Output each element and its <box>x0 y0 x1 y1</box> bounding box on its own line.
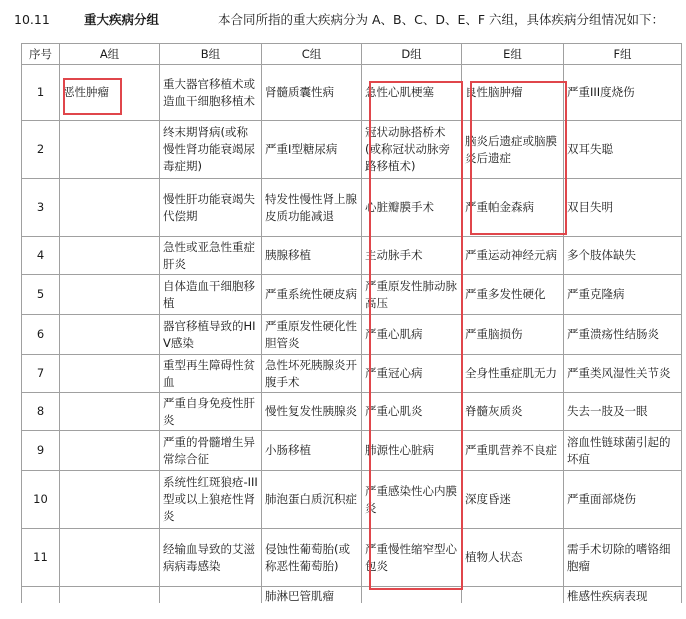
table-cell: 失去一肢及一眼 <box>564 393 682 431</box>
table-cell: 急性坏死胰腺炎开腹手术 <box>262 355 362 393</box>
table-cell: 严重脑损伤 <box>462 315 564 355</box>
table-cell: 严重系统性硬皮病 <box>262 275 362 315</box>
table-row <box>22 179 682 237</box>
section-title: 重大疾病分组 <box>84 12 160 27</box>
row-number-cell: 10 <box>22 471 60 529</box>
table-cell: 严重原发性肺动脉高压 <box>362 275 462 315</box>
table-cell: 脊髓灰质炎 <box>462 393 564 431</box>
table-cell: 溶血性链球菌引起的坏疽 <box>564 431 682 471</box>
table-cell: 终末期肾病(或称慢性肾功能衰竭尿毒症期) <box>160 121 262 179</box>
column-header: 序号 <box>22 44 60 65</box>
table-row <box>22 355 682 393</box>
table-cell: 胰腺移植 <box>262 237 362 275</box>
column-header: E组 <box>462 44 564 65</box>
table-row <box>22 529 682 587</box>
table-cell <box>60 275 160 315</box>
column-header: B组 <box>160 44 262 65</box>
table-row <box>22 431 682 471</box>
row-number-cell: 5 <box>22 275 60 315</box>
table-cell: 特发性慢性肾上腺皮质功能减退 <box>262 179 362 237</box>
table-cell: 小肠移植 <box>262 431 362 471</box>
row-number-cell: 1 <box>22 65 60 121</box>
table-cell: 心脏瓣膜手术 <box>362 179 462 237</box>
column-header: D组 <box>362 44 462 65</box>
table-cell: 良性脑肿瘤 <box>462 65 564 121</box>
table-cell: 严重的骨髓增生异常综合征 <box>160 431 262 471</box>
table-row <box>22 471 682 529</box>
table-cell: 严重肌营养不良症 <box>462 431 564 471</box>
row-number-cell: 11 <box>22 529 60 587</box>
table-cell: 双目失明 <box>564 179 682 237</box>
section-intro: 本合同所指的重大疾病分为 A、B、C、D、E、F 六组，具体疾病分组情况如下： <box>218 12 665 27</box>
row-number-cell: 4 <box>22 237 60 275</box>
column-header: C组 <box>262 44 362 65</box>
table-cell: 重型再生障碍性贫血 <box>160 355 262 393</box>
table-cell: 严重帕金森病 <box>462 179 564 237</box>
table-cell <box>60 529 160 587</box>
table-cell: 严重自身免疫性肝炎 <box>160 393 262 431</box>
table-cell: 肺泡蛋白质沉积症 <box>262 471 362 529</box>
table-cell <box>60 315 160 355</box>
table-cell: 冠状动脉搭桥术(或称冠状动脉旁路移植术) <box>362 121 462 179</box>
table-cell: 椎感性疾病表现 <box>564 587 682 607</box>
table-row <box>22 275 682 315</box>
row-number-cell: 8 <box>22 393 60 431</box>
table-cell: 严重I型糖尿病 <box>262 121 362 179</box>
table-cell: 严重多发性硬化 <box>462 275 564 315</box>
table-cell: 需手术切除的嗜铬细胞瘤 <box>564 529 682 587</box>
table-cell: 严重III度烧伤 <box>564 65 682 121</box>
row-number-cell: 6 <box>22 315 60 355</box>
table-cell: 多个肢体缺失 <box>564 237 682 275</box>
column-header: F组 <box>564 44 682 65</box>
table-cell: 全身性重症肌无力 <box>462 355 564 393</box>
table-cell: 严重心肌病 <box>362 315 462 355</box>
table-cell <box>60 355 160 393</box>
table-cell: 严重慢性缩窄型心包炎 <box>362 529 462 587</box>
table-cell: 系统性红斑狼疮-III型或以上狼疮性肾炎 <box>160 471 262 529</box>
table-cell: 主动脉手术 <box>362 237 462 275</box>
table-cell: 深度昏迷 <box>462 471 564 529</box>
table-cell: 自体造血干细胞移植 <box>160 275 262 315</box>
disease-group-table <box>21 43 682 607</box>
table-cell: 严重类风湿性关节炎 <box>564 355 682 393</box>
table-cell <box>60 431 160 471</box>
table-cell: 恶性肿瘤 <box>60 65 160 121</box>
table-cell: 肺源性心脏病 <box>362 431 462 471</box>
table-cell: 慢性复发性胰腺炎 <box>262 393 362 431</box>
table-cell: 慢性肝功能衰竭失代偿期 <box>160 179 262 237</box>
row-number-cell: 7 <box>22 355 60 393</box>
table-cell: 严重感染性心内膜炎 <box>362 471 462 529</box>
table-row <box>22 315 682 355</box>
table-cell: 严重心肌炎 <box>362 393 462 431</box>
table-row <box>22 65 682 121</box>
table-cell <box>60 237 160 275</box>
table-cell: 严重原发性硬化性胆管炎 <box>262 315 362 355</box>
row-number-cell: 9 <box>22 431 60 471</box>
table-cell: 双耳失聪 <box>564 121 682 179</box>
section-number: 10.11 <box>14 12 50 27</box>
table-cell <box>60 393 160 431</box>
column-header: A组 <box>60 44 160 65</box>
row-number-cell: 2 <box>22 121 60 179</box>
table-row <box>22 393 682 431</box>
table-cell: 急性心肌梗塞 <box>362 65 462 121</box>
table-cell: 严重冠心病 <box>362 355 462 393</box>
page-cutoff <box>0 603 686 619</box>
table-cell: 肺淋巴管肌瘤 <box>262 587 362 607</box>
table-cell: 急性或亚急性重症肝炎 <box>160 237 262 275</box>
table-cell: 严重克隆病 <box>564 275 682 315</box>
table-cell <box>60 471 160 529</box>
table-cell: 严重面部烧伤 <box>564 471 682 529</box>
table-cell <box>60 179 160 237</box>
table-cell <box>60 121 160 179</box>
table-row <box>22 237 682 275</box>
table-cell: 重大器官移植术或造血干细胞移植术 <box>160 65 262 121</box>
section-header <box>14 8 674 32</box>
table-cell: 严重运动神经元病 <box>462 237 564 275</box>
table-cell: 植物人状态 <box>462 529 564 587</box>
table-row <box>22 121 682 179</box>
table-cell: 器官移植导致的HIV感染 <box>160 315 262 355</box>
table-cell: 经输血导致的艾滋病病毒感染 <box>160 529 262 587</box>
table-cell: 严重溃疡性结肠炎 <box>564 315 682 355</box>
table-cell: 侵蚀性葡萄胎(或称恶性葡萄胎) <box>262 529 362 587</box>
table-cell: 肾髓质囊性病 <box>262 65 362 121</box>
table-cell: 脑炎后遗症或脑膜炎后遗症 <box>462 121 564 179</box>
row-number-cell: 3 <box>22 179 60 237</box>
table-header-row <box>22 44 682 65</box>
